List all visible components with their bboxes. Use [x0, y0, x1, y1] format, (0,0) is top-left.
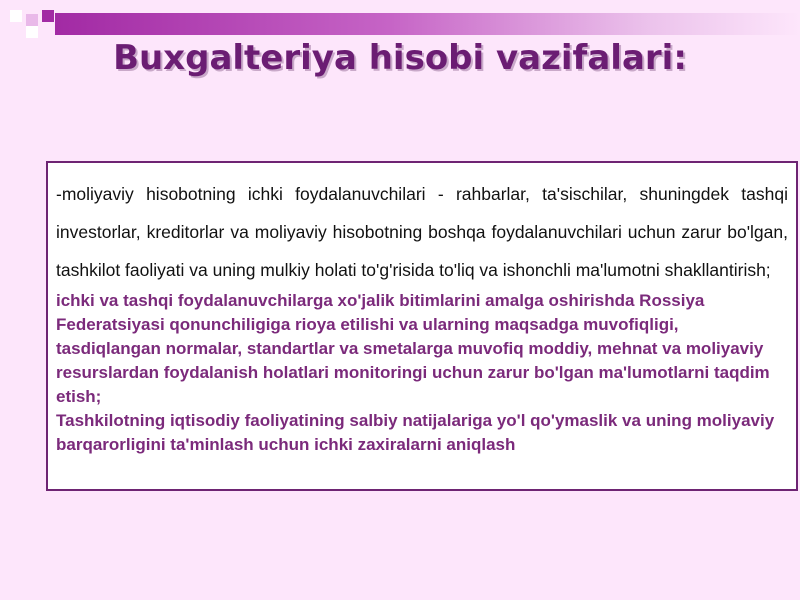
- header-gradient-bar: [55, 13, 800, 35]
- paragraph-monitoring: ichki va tashqi foydalanuvchilarga xo'jalik bitimlarini amalga oshirishda Rossiya Federatsiyasi qonunchiligiga rioya etilishi va ularning maqsadga muvofiqligi, tasdiqlangan normalar, standartlar va smetalarga muvofiq moddiy, mehnat va moliyaviy resurslardan foydalanish holatlari monitoringi uchun zarur bo'lgan ma'lumotlarni taqdim etish;: [56, 291, 770, 406]
- slide-title: Buxgalteriya hisobi vazifalari:: [113, 38, 687, 78]
- content-box: [46, 161, 798, 491]
- decor-square-white: [10, 10, 22, 22]
- decor-square-purple: [42, 10, 54, 22]
- paragraph-reporting: -moliyaviy hisobotning ichki foydalanuvchilari - rahbarlar, ta'sischilar, shuningdek tashqi investorlar, kreditorlar va moliyaviy hisobotning boshqa foydalanuvchilari uchun zarur bo'lgan, tashkilot faoliyati va uning mulkiy holati to'g'risida to'liq va ishonchli ma'lumotni shakllantirish;: [56, 184, 788, 280]
- paragraph-reserves: Tashkilotning iqtisodiy faoliyatining salbiy natijalariga yo'l qo'ymaslik va uning moliyaviy barqarorligini ta'minlash uchun ichki zaxiralarni aniqlash: [56, 411, 775, 454]
- decor-square-light: [26, 14, 38, 26]
- decor-square-white-lower: [26, 26, 38, 38]
